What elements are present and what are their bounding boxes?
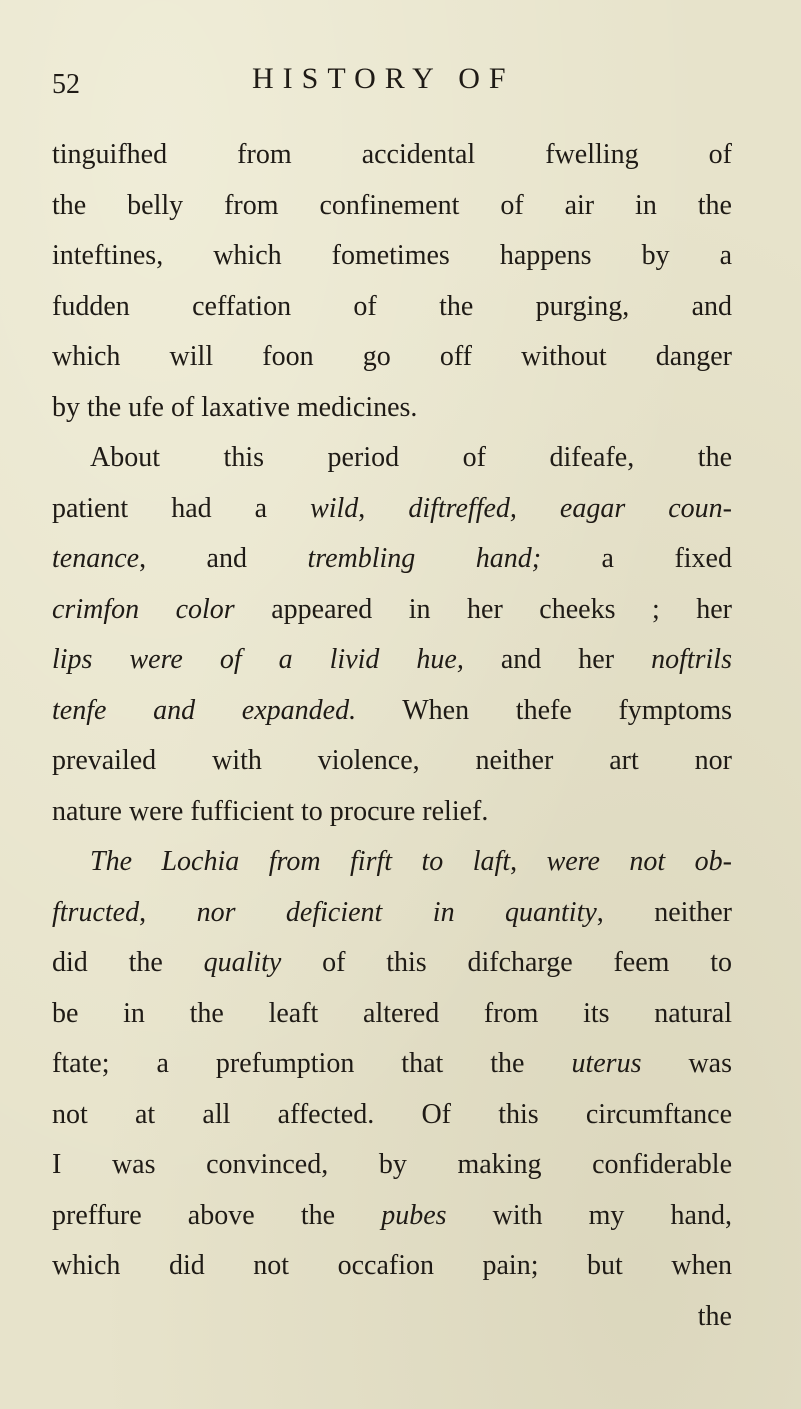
text-line: tenfe and expanded. When thefe fymptoms: [52, 694, 732, 726]
page-number: 52: [52, 69, 80, 100]
text-line: the belly from confinement of air in the: [52, 189, 732, 221]
text-line: nature were fufficient to procure relief.: [52, 795, 489, 827]
text-line: preffure above the pubes with my hand,: [52, 1199, 732, 1231]
text-line: tinguifhed from accidental fwelling of: [52, 139, 732, 170]
text-line: which did not occafion pain; but when: [52, 1250, 732, 1281]
text-line: I was convinced, by making confiderable: [52, 1149, 732, 1180]
text-line: which will foon go off without danger: [52, 341, 732, 372]
paragraph-start-line: The Lochia from firft to laft, were not ob-: [90, 846, 732, 877]
catchword: the: [697, 1300, 732, 1332]
text-line: inteftines, which fometimes happens by a: [52, 240, 732, 271]
text-line: fudden ceffation of the purging, and: [52, 290, 732, 322]
body-text: [52, 130, 732, 1342]
text-line: by the ufe of laxative medicines.: [52, 391, 418, 423]
text-line: ftructed, nor deficient in quantity, neither: [52, 896, 732, 928]
text-line: tenance, and trembling hand; a fixed: [52, 543, 732, 574]
text-line: crimfon color appeared in her cheeks ; her: [52, 593, 732, 625]
text-line: prevailed with violence, neither art nor: [52, 745, 732, 776]
text-line: not at all affected. Of this circumftance: [52, 1098, 732, 1130]
text-line: lips were of a livid hue, and her noftrils: [52, 644, 732, 675]
text-line: be in the leaft altered from its natural: [52, 997, 732, 1029]
paragraph-start-line: About this period of difeafe, the: [90, 442, 732, 473]
text-line: patient had a wild, diftreffed, eagar coun-: [52, 492, 733, 524]
running-head: HISTORY OF: [252, 62, 515, 95]
text-line: did the quality of this difcharge feem to: [52, 947, 732, 978]
text-line: ftate; a prefumption that the uterus was: [52, 1048, 732, 1079]
